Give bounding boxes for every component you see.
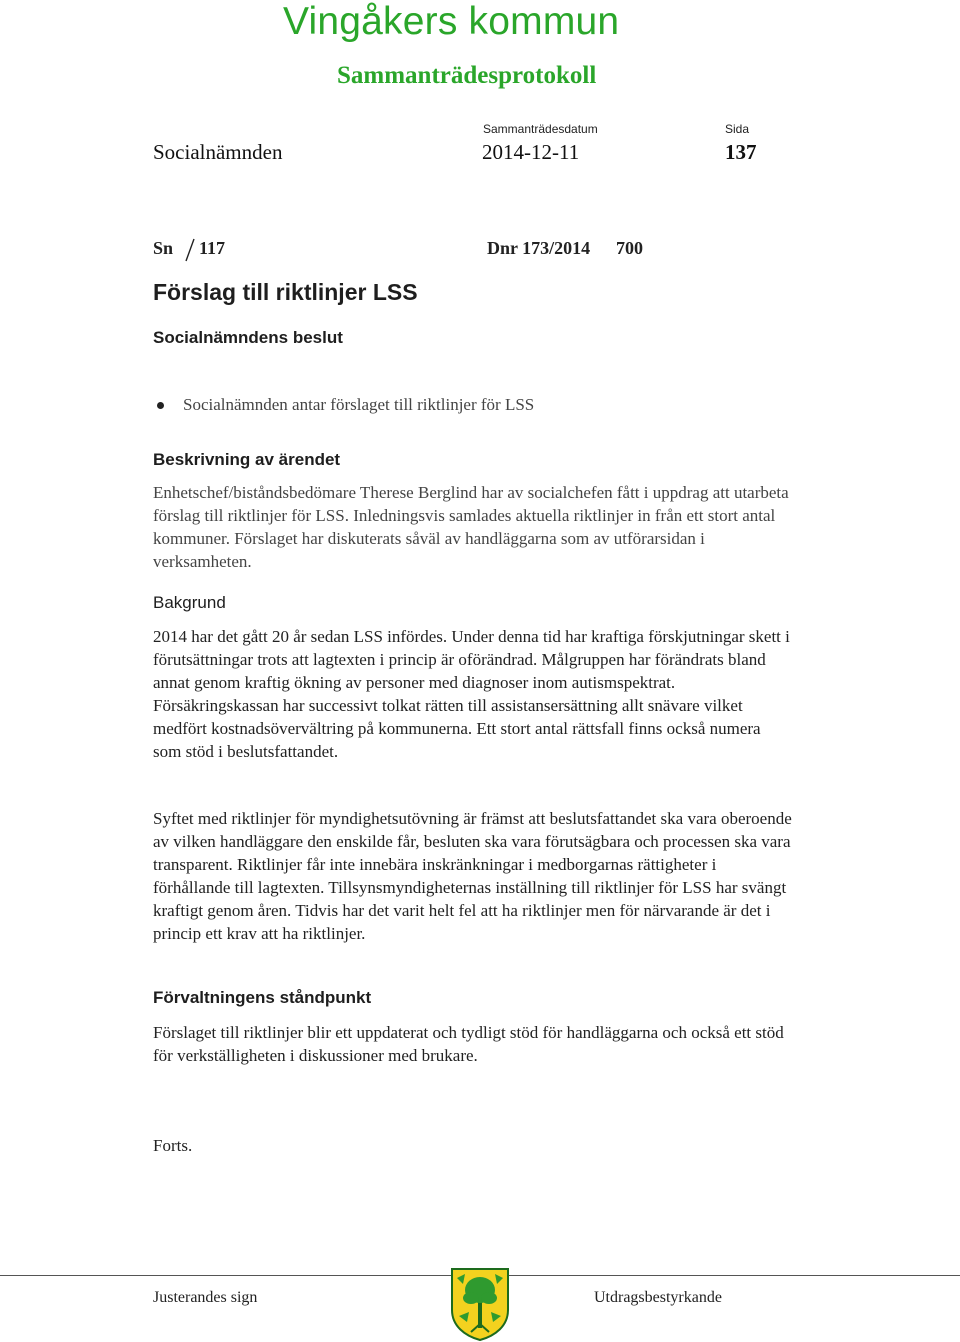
document-type: Sammanträdesprotokoll [337,62,597,89]
description-text: Enhetschef/biståndsbedömare Therese Berglind har av socialchefen fått i uppdrag att utarbeta förslag till riktlinjer för LSS. Inledningsvis samlades aktuella riktlinjer in från ett stort antal kommuner. Förslaget har diskuterats såväl av handläggarna som av utförarsidan i verksamheten. [153,483,789,571]
footer-sign-label: Justerandes sign [153,1289,258,1306]
background-heading: Bakgrund [153,593,226,612]
sn-label: Sn [153,238,174,258]
bullet-icon [157,402,164,409]
municipal-coat-of-arms-icon [449,1266,511,1342]
description-heading: Beskrivning av ärendet [153,450,341,469]
position-heading: Förvaltningens ståndpunkt [153,988,372,1007]
committee-name: Socialnämnden [153,140,283,164]
background-paragraph-1: 2014 har det gått 20 år sedan LSS infördes. Under denna tid har kraftiga förskjutningar skett i förutsättningar trots att lagtexten i princip är oförändrad. Målgruppen har förändrats bland annat genom kraftig ökning av personer med diagnoser inom autismspektrat. Försäkringskassan har successivt tolkat rätten till assistansersättning allt snävare vilket medfört kostnadsövervältring på kommunerna. Ett stort antal rättsfall finns också numera som stöd i beslutsfattandet. [153,627,790,761]
decision-bullet: Socialnämnden antar förslaget till riktlinjer för LSS [183,395,535,414]
date-label: Sammanträdesdatum [483,122,598,136]
section-sign-icon [182,236,198,264]
position-text: Förslaget till riktlinjer blir ett uppdaterat och tydligt stöd för handläggarna och också ett stöd för verkställigheten i diskussioner med brukare. [153,1023,784,1065]
meeting-date: 2014-12-11 [482,140,580,164]
page-number: 137 [725,140,757,164]
page-label: Sida [725,122,750,136]
dnr-code: 700 [616,238,643,258]
org-name: Vingåkers kommun [283,0,620,43]
background-paragraph-2: Syftet med riktlinjer för myndighetsutövning är främst att beslutsfattandet ska vara oberoende av vilken handläggare den enskilde får, besluten ska vara förutsägbara och processen ska vara transparent. Riktlinjer får inte innebära inskränkningar i medborgarnas rättigheter i förhållande till lagtexten. Tillsynsmyndigheternas inställning till riktlinjer för LSS har svängt kraftigt genom åren. Tidvis har det varit helt fel att ha riktlinjer men för närvarande är det i princip ett krav att ha riktlinjer. [153,809,792,943]
dnr: Dnr 173/2014 [487,238,591,258]
footer-certification-label: Utdragsbestyrkande [594,1289,722,1306]
continued-note: Forts. [153,1136,193,1155]
case-title: Förslag till riktlinjer LSS [153,279,418,305]
decision-heading: Socialnämndens beslut [153,328,343,347]
sn-number: 117 [199,238,226,258]
